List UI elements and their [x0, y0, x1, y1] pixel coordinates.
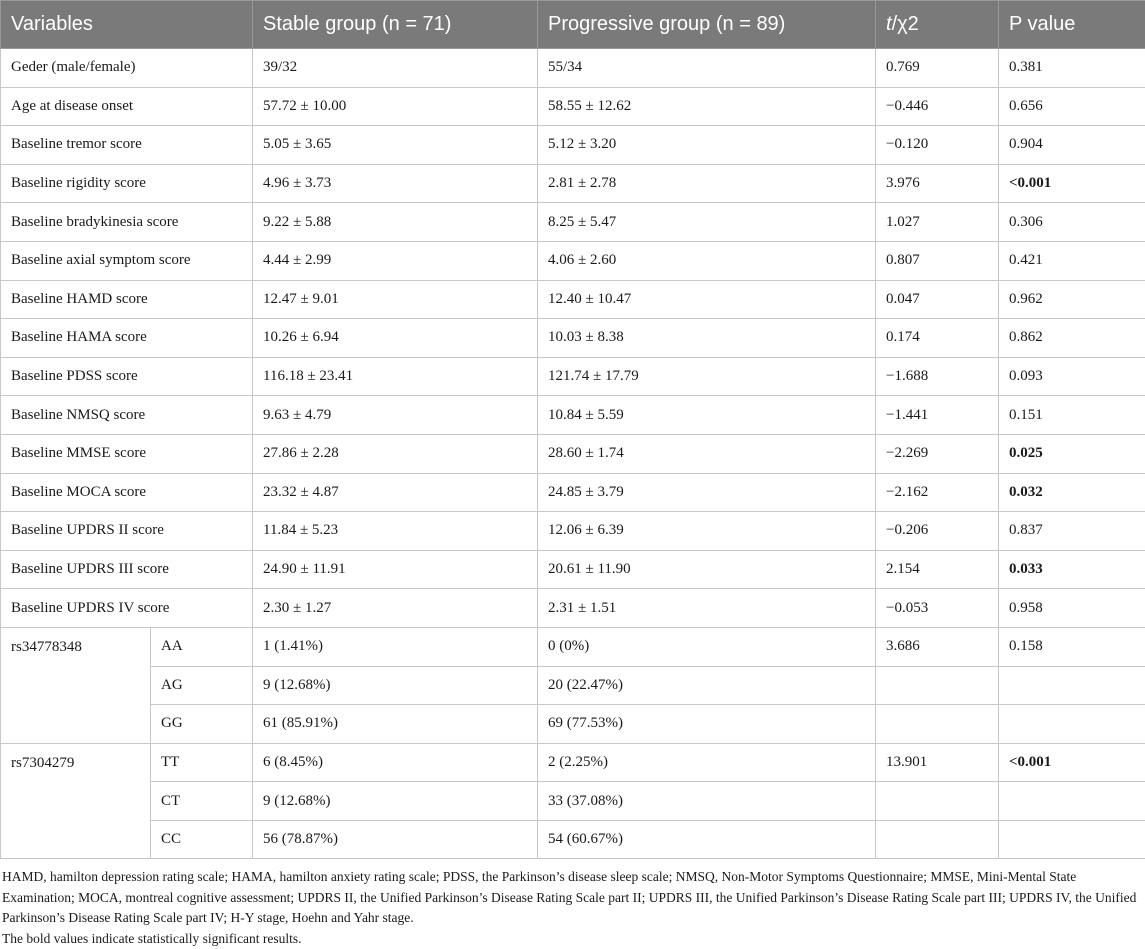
- variable-cell: Baseline UPDRS III score: [1, 550, 253, 589]
- header-p-value: P value: [999, 1, 1145, 49]
- statistic-cell: 0.769: [876, 49, 999, 88]
- progressive-cell: 12.06 ± 6.39: [538, 512, 876, 551]
- table-body: [1, 49, 1145, 859]
- statistic-cell: −1.441: [876, 396, 999, 435]
- p-value-cell: [999, 666, 1145, 705]
- progressive-cell: 2 (2.25%): [538, 743, 876, 782]
- table-footnote: [2, 867, 1143, 949]
- p-value-cell: 0.958: [999, 589, 1145, 628]
- header-progressive: Progressive group (n = 89): [538, 1, 876, 49]
- stable-cell: 9 (12.68%): [253, 666, 538, 705]
- genotype-cell: CC: [151, 820, 253, 859]
- progressive-cell: 10.84 ± 5.59: [538, 396, 876, 435]
- stable-cell: 56 (78.87%): [253, 820, 538, 859]
- table-row: [1, 357, 1145, 396]
- genotype-cell: AA: [151, 627, 253, 666]
- table-row: [1, 434, 1145, 473]
- stable-cell: 27.86 ± 2.28: [253, 434, 538, 473]
- statistic-cell: 0.807: [876, 241, 999, 280]
- table-row: [1, 126, 1145, 165]
- progressive-cell: 0 (0%): [538, 627, 876, 666]
- variable-cell: Baseline HAMA score: [1, 319, 253, 358]
- table-row: [1, 473, 1145, 512]
- statistic-cell: [876, 666, 999, 705]
- stable-cell: 9 (12.68%): [253, 782, 538, 821]
- bold-values-note: The bold values indicate statistically significant results.: [2, 929, 1143, 949]
- p-value-cell: 0.093: [999, 357, 1145, 396]
- genotype-cell: AG: [151, 666, 253, 705]
- variable-cell: Baseline NMSQ score: [1, 396, 253, 435]
- table-row: [1, 319, 1145, 358]
- stable-cell: 116.18 ± 23.41: [253, 357, 538, 396]
- stable-cell: 5.05 ± 3.65: [253, 126, 538, 165]
- p-value-cell: <0.001: [999, 743, 1145, 782]
- progressive-cell: 10.03 ± 8.38: [538, 319, 876, 358]
- p-value-cell: 0.904: [999, 126, 1145, 165]
- variable-cell: Baseline rigidity score: [1, 164, 253, 203]
- statistic-cell: [876, 820, 999, 859]
- abbreviations-note: HAMD, hamilton depression rating scale; HAMA, hamilton anxiety rating scale; PDSS, the Parkinson’s disease sleep scale; NMSQ, Non-Motor Symptoms Questionnaire; MMSE, Mini-Mental State Examination; MOCA, montreal cognitive assessment; UPDRS II, the Unified Parkinson’s Disease Rating Scale part II; UPDRS III, the Unified Parkinson’s Disease Rating Scale part III; UPDRS IV, the Unified Parkinson’s Disease Rating Scale part IV; H-Y stage, Hoehn and Yahr stage.: [2, 867, 1143, 929]
- p-value-cell: 0.158: [999, 627, 1145, 666]
- variable-cell: Age at disease onset: [1, 87, 253, 126]
- table-row: [1, 280, 1145, 319]
- stable-cell: 6 (8.45%): [253, 743, 538, 782]
- stable-cell: 2.30 ± 1.27: [253, 589, 538, 628]
- statistic-cell: 2.154: [876, 550, 999, 589]
- statistic-cell: 1.027: [876, 203, 999, 242]
- statistic-cell: −0.446: [876, 87, 999, 126]
- header-stat-rest: /χ2: [892, 13, 919, 35]
- variable-cell: Geder (male/female): [1, 49, 253, 88]
- genotype-row: [1, 743, 1145, 782]
- header-row: [1, 1, 1145, 49]
- statistic-cell: 3.686: [876, 627, 999, 666]
- progressive-cell: 12.40 ± 10.47: [538, 280, 876, 319]
- statistic-cell: [876, 705, 999, 744]
- stable-cell: 23.32 ± 4.87: [253, 473, 538, 512]
- p-value-cell: 0.151: [999, 396, 1145, 435]
- progressive-cell: 20 (22.47%): [538, 666, 876, 705]
- statistic-cell: [876, 782, 999, 821]
- table-row: [1, 87, 1145, 126]
- p-value-cell: [999, 820, 1145, 859]
- progressive-cell: 5.12 ± 3.20: [538, 126, 876, 165]
- genotype-row: [1, 782, 1145, 821]
- p-value-cell: 0.421: [999, 241, 1145, 280]
- genotype-row: [1, 666, 1145, 705]
- statistic-cell: −2.162: [876, 473, 999, 512]
- genotype-cell: TT: [151, 743, 253, 782]
- header-stable: Stable group (n = 71): [253, 1, 538, 49]
- p-value-cell: 0.381: [999, 49, 1145, 88]
- p-value-cell: 0.032: [999, 473, 1145, 512]
- progressive-cell: 20.61 ± 11.90: [538, 550, 876, 589]
- table-row: [1, 49, 1145, 88]
- table-row: [1, 512, 1145, 551]
- statistic-cell: −1.688: [876, 357, 999, 396]
- p-value-cell: [999, 782, 1145, 821]
- table-row: [1, 203, 1145, 242]
- progressive-cell: 8.25 ± 5.47: [538, 203, 876, 242]
- progressive-cell: 2.31 ± 1.51: [538, 589, 876, 628]
- variable-cell: Baseline axial symptom score: [1, 241, 253, 280]
- statistic-cell: 13.901: [876, 743, 999, 782]
- progressive-cell: 58.55 ± 12.62: [538, 87, 876, 126]
- p-value-cell: 0.306: [999, 203, 1145, 242]
- p-value-cell: <0.001: [999, 164, 1145, 203]
- statistic-cell: −0.206: [876, 512, 999, 551]
- variable-cell: Baseline tremor score: [1, 126, 253, 165]
- stable-cell: 4.96 ± 3.73: [253, 164, 538, 203]
- variable-cell: Baseline MOCA score: [1, 473, 253, 512]
- header-variables: Variables: [1, 1, 253, 49]
- variable-cell: Baseline HAMD score: [1, 280, 253, 319]
- table-row: [1, 396, 1145, 435]
- table-row: [1, 589, 1145, 628]
- table-row: [1, 164, 1145, 203]
- progressive-cell: 121.74 ± 17.79: [538, 357, 876, 396]
- genotype-row: [1, 820, 1145, 859]
- header-stat-t: t: [886, 13, 892, 35]
- variable-cell: Baseline UPDRS II score: [1, 512, 253, 551]
- progressive-cell: 54 (60.67%): [538, 820, 876, 859]
- p-value-cell: 0.656: [999, 87, 1145, 126]
- progressive-cell: 69 (77.53%): [538, 705, 876, 744]
- progressive-cell: 33 (37.08%): [538, 782, 876, 821]
- variable-cell: Baseline UPDRS IV score: [1, 589, 253, 628]
- p-value-cell: 0.025: [999, 434, 1145, 473]
- genotype-row: [1, 705, 1145, 744]
- header-statistic: [876, 1, 999, 49]
- stable-cell: 10.26 ± 6.94: [253, 319, 538, 358]
- statistic-cell: −0.053: [876, 589, 999, 628]
- snp-name-cell: rs34778348: [1, 627, 151, 743]
- statistic-cell: 0.047: [876, 280, 999, 319]
- variable-cell: Baseline bradykinesia score: [1, 203, 253, 242]
- p-value-cell: [999, 705, 1145, 744]
- p-value-cell: 0.862: [999, 319, 1145, 358]
- genotype-row: [1, 627, 1145, 666]
- progressive-cell: 28.60 ± 1.74: [538, 434, 876, 473]
- stable-cell: 1 (1.41%): [253, 627, 538, 666]
- stable-cell: 57.72 ± 10.00: [253, 87, 538, 126]
- statistic-cell: 3.976: [876, 164, 999, 203]
- table-row: [1, 241, 1145, 280]
- progressive-cell: 2.81 ± 2.78: [538, 164, 876, 203]
- stable-cell: 9.22 ± 5.88: [253, 203, 538, 242]
- progressive-cell: 24.85 ± 3.79: [538, 473, 876, 512]
- variable-cell: Baseline MMSE score: [1, 434, 253, 473]
- statistic-cell: −2.269: [876, 434, 999, 473]
- p-value-cell: 0.033: [999, 550, 1145, 589]
- stable-cell: 12.47 ± 9.01: [253, 280, 538, 319]
- p-value-cell: 0.837: [999, 512, 1145, 551]
- p-value-cell: 0.962: [999, 280, 1145, 319]
- stable-cell: 9.63 ± 4.79: [253, 396, 538, 435]
- statistic-cell: 0.174: [876, 319, 999, 358]
- stable-cell: 24.90 ± 11.91: [253, 550, 538, 589]
- stable-cell: 39/32: [253, 49, 538, 88]
- progressive-cell: 4.06 ± 2.60: [538, 241, 876, 280]
- progressive-cell: 55/34: [538, 49, 876, 88]
- statistic-cell: −0.120: [876, 126, 999, 165]
- genotype-cell: GG: [151, 705, 253, 744]
- table-row: [1, 550, 1145, 589]
- stable-cell: 61 (85.91%): [253, 705, 538, 744]
- stable-cell: 4.44 ± 2.99: [253, 241, 538, 280]
- snp-name-cell: rs7304279: [1, 743, 151, 859]
- genotype-cell: CT: [151, 782, 253, 821]
- variable-cell: Baseline PDSS score: [1, 357, 253, 396]
- stable-cell: 11.84 ± 5.23: [253, 512, 538, 551]
